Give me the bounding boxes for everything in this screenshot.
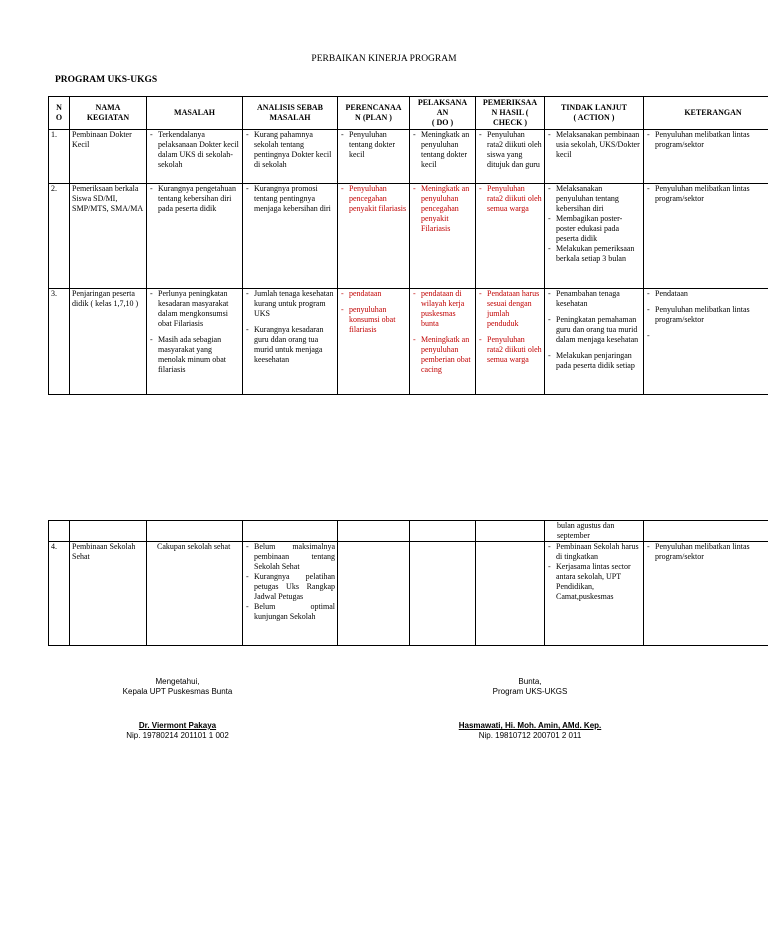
column-header: MASALAH <box>147 97 243 130</box>
cell-analisis <box>243 130 338 184</box>
cell-plan <box>338 130 410 184</box>
row4-action <box>545 542 644 646</box>
cell-do <box>410 184 476 289</box>
row4-ket <box>644 542 768 646</box>
sig-right-line2: Program UKS-UKGS <box>492 687 568 696</box>
row-no: 2. <box>49 184 70 289</box>
cell-item: - Kerjasama lintas sector antara sekolah, UPT Pendidikan, Camat,puskesmas <box>547 562 641 602</box>
cell-analisis <box>243 184 338 289</box>
cell-item: - Peningkatan pemahaman guru dan orang tua murid dalam menjaga kesehatan <box>547 315 641 345</box>
cell-plan <box>338 289 410 395</box>
cell-item: - pendataan <box>340 289 407 299</box>
document-title: PERBAIKAN KINERJA PROGRAM <box>311 54 457 64</box>
continuation-table <box>48 520 768 646</box>
cell-item: - Membagikan poster-poster edukasi pada peserta didik <box>547 214 641 244</box>
cell-item: - Penyuluhan rata2 diikuti oleh semua warga <box>478 184 542 214</box>
cell-item: - Penyuluhan melibatkan lintas program/sektor <box>646 542 768 562</box>
cell-item: - pendataan di wilayah kerja puskesmas bunta <box>412 289 473 329</box>
column-header: KETERANGAN <box>644 97 768 130</box>
sig-left-line1: Mengetahui, <box>155 677 200 686</box>
cell-item: - Perlunya peningkatan kesadaran masyarakat dalam mengkonsumsi obat Filariasis <box>149 289 240 329</box>
column-header: N O <box>49 97 70 130</box>
sig-left-name: Dr. Viermont Pakaya <box>138 721 217 730</box>
table-row <box>49 289 768 395</box>
cell-item: - Meningkatk an penyuluhan tentang dokter kecil <box>412 130 473 170</box>
sig-left-line2: Kepala UPT Puskesmas Bunta <box>122 687 233 696</box>
table-header-row <box>49 97 768 130</box>
cell-item: - Melakukan pemeriksaan berkala setiap 3 bulan <box>547 244 641 264</box>
cell-check <box>476 289 545 395</box>
sig-right-name: Hasmawati, Hi. Moh. Amin, AMd. Kep. <box>458 721 602 730</box>
program-label: PROGRAM UKS-UKGS <box>55 75 158 85</box>
cell-item: - Penyuluhan melibatkan lintas program/sektor <box>646 305 768 325</box>
cell-item: - Kurang pahamnya sekolah tentang pentingnya Dokter kecil di sekolah <box>245 130 335 170</box>
row4-kegiatan: Pembinaan Sekolah Sehat <box>70 542 147 646</box>
cell-item: - Melaksanakan penyuluhan tentang kebersihan diri <box>547 184 641 214</box>
cell-item: - Meningkatk an penyuluhan pencegahan penyakit Filariasis <box>412 184 473 234</box>
row4-analisis <box>243 542 338 646</box>
signature-right <box>430 677 630 741</box>
cell-check <box>476 130 545 184</box>
cell-item: - Masih ada sebagian masyarakat yang menolak minum obat filariasis <box>149 335 240 375</box>
row4-masalah: Cakupan sekolah sehat <box>147 542 243 646</box>
row-kegiatan: Penjaringan peserta didik ( kelas 1,7,10 ) <box>70 289 147 395</box>
cell-plan <box>338 184 410 289</box>
cell-ket <box>644 130 768 184</box>
column-header: NAMA KEGIATAN <box>70 97 147 130</box>
cell-analisis <box>243 289 338 395</box>
column-header: PEMERIKSAA N HASIL ( CHECK ) <box>476 97 545 130</box>
table-row <box>49 542 768 646</box>
cell-item: - Melakukan penjaringan pada peserta didik setiap <box>547 351 641 371</box>
sig-right-line1: Bunta, <box>518 677 542 686</box>
cell-item: - Penyuluhan melibatkan lintas program/sektor <box>646 130 768 150</box>
column-header: PERENCANAA N (PLAN ) <box>338 97 410 130</box>
cell-masalah <box>147 130 243 184</box>
cell-item: - Kurangnya promosi tentang pentingnya menjaga kebersihan diri <box>245 184 335 214</box>
cell-item: - Penyuluhan melibatkan lintas program/sektor <box>646 184 768 204</box>
column-header: TINDAK LANJUT ( ACTION ) <box>545 97 644 130</box>
cell-item: - Kurangnya kesadaran guru ddan orang tua murid untuk menjaga keesehatan <box>245 325 335 365</box>
cell-item: - Melaksanakan pembinaan usia sekolah, UKS/Dokter kecil <box>547 130 641 160</box>
cell-ket <box>644 184 768 289</box>
continuation-cell: bulan agustus dan september <box>545 521 644 542</box>
cell-item: - Belum maksimalnya pembinaan tentang Sekolah Sehat <box>245 542 335 572</box>
signature-left <box>95 677 260 741</box>
main-table <box>48 96 768 395</box>
cell-check <box>476 184 545 289</box>
row-kegiatan: Pembinaan Dokter Kecil <box>70 130 147 184</box>
row4-no: 4. <box>49 542 70 646</box>
cell-action <box>545 184 644 289</box>
row-no: 1. <box>49 130 70 184</box>
cell-item: - penyuluhan konsumsi obat filariasis <box>340 305 407 335</box>
row-kegiatan: Pemeriksaan berkala Siswa SD/MI, SMP/MTS, SMA/MA <box>70 184 147 289</box>
cell-item: - Jumlah tenaga kesehatan kurang untuk program UKS <box>245 289 335 319</box>
cell-item: - Terkendalanya pelaksanaan Dokter kecil dalam UKS di sekolah-sekolah <box>149 130 240 170</box>
cell-action <box>545 130 644 184</box>
cell-do <box>410 289 476 395</box>
cell-item: - Penyuluhan rata2 diikuti oleh siswa yang ditujuk dan guru <box>478 130 542 170</box>
cell-item: - Pembinaan Sekolah harus di tingkatkan <box>547 542 641 562</box>
cell-masalah <box>147 184 243 289</box>
cell-item: - Pendataan harus sesuai dengan jumlah penduduk <box>478 289 542 329</box>
sig-right-nip: Nip. 19810712 200701 2 011 <box>478 731 582 740</box>
cell-item: - Kurangnya pengetahuan tentang kebersihan diri pada peserta didik <box>149 184 240 214</box>
column-header: ANALISIS SEBAB MASALAH <box>243 97 338 130</box>
row-no: 3. <box>49 289 70 395</box>
table-row <box>49 130 768 184</box>
cell-item: - Penambahan tenaga kesehatan <box>547 289 641 309</box>
cell-item: - Pendataan <box>646 289 768 299</box>
cell-item: - Belum optimal kunjungan Sekolah <box>245 602 335 622</box>
cell-ket <box>644 289 768 395</box>
table-row <box>49 521 768 542</box>
sig-left-nip: Nip. 19780214 201101 1 002 <box>126 731 229 740</box>
cell-action <box>545 289 644 395</box>
cell-item: - Penyuluhan pencegahan penyakit filariasis <box>340 184 407 214</box>
table-row <box>49 184 768 289</box>
column-header: PELAKSANA AN ( DO ) <box>410 97 476 130</box>
cell-masalah <box>147 289 243 395</box>
cell-item: - Penyuluhan tentang dokter kecil <box>340 130 407 160</box>
cell-item: - Kurangnya pelatihan petugas Uks Rangkap Jadwal Petugas <box>245 572 335 602</box>
cell-item: - Penyuluhan rata2 diikuti oleh semua warga <box>478 335 542 365</box>
cell-item: - Meningkatk an penyuluhan pemberian obat cacing <box>412 335 473 375</box>
cell-do <box>410 130 476 184</box>
